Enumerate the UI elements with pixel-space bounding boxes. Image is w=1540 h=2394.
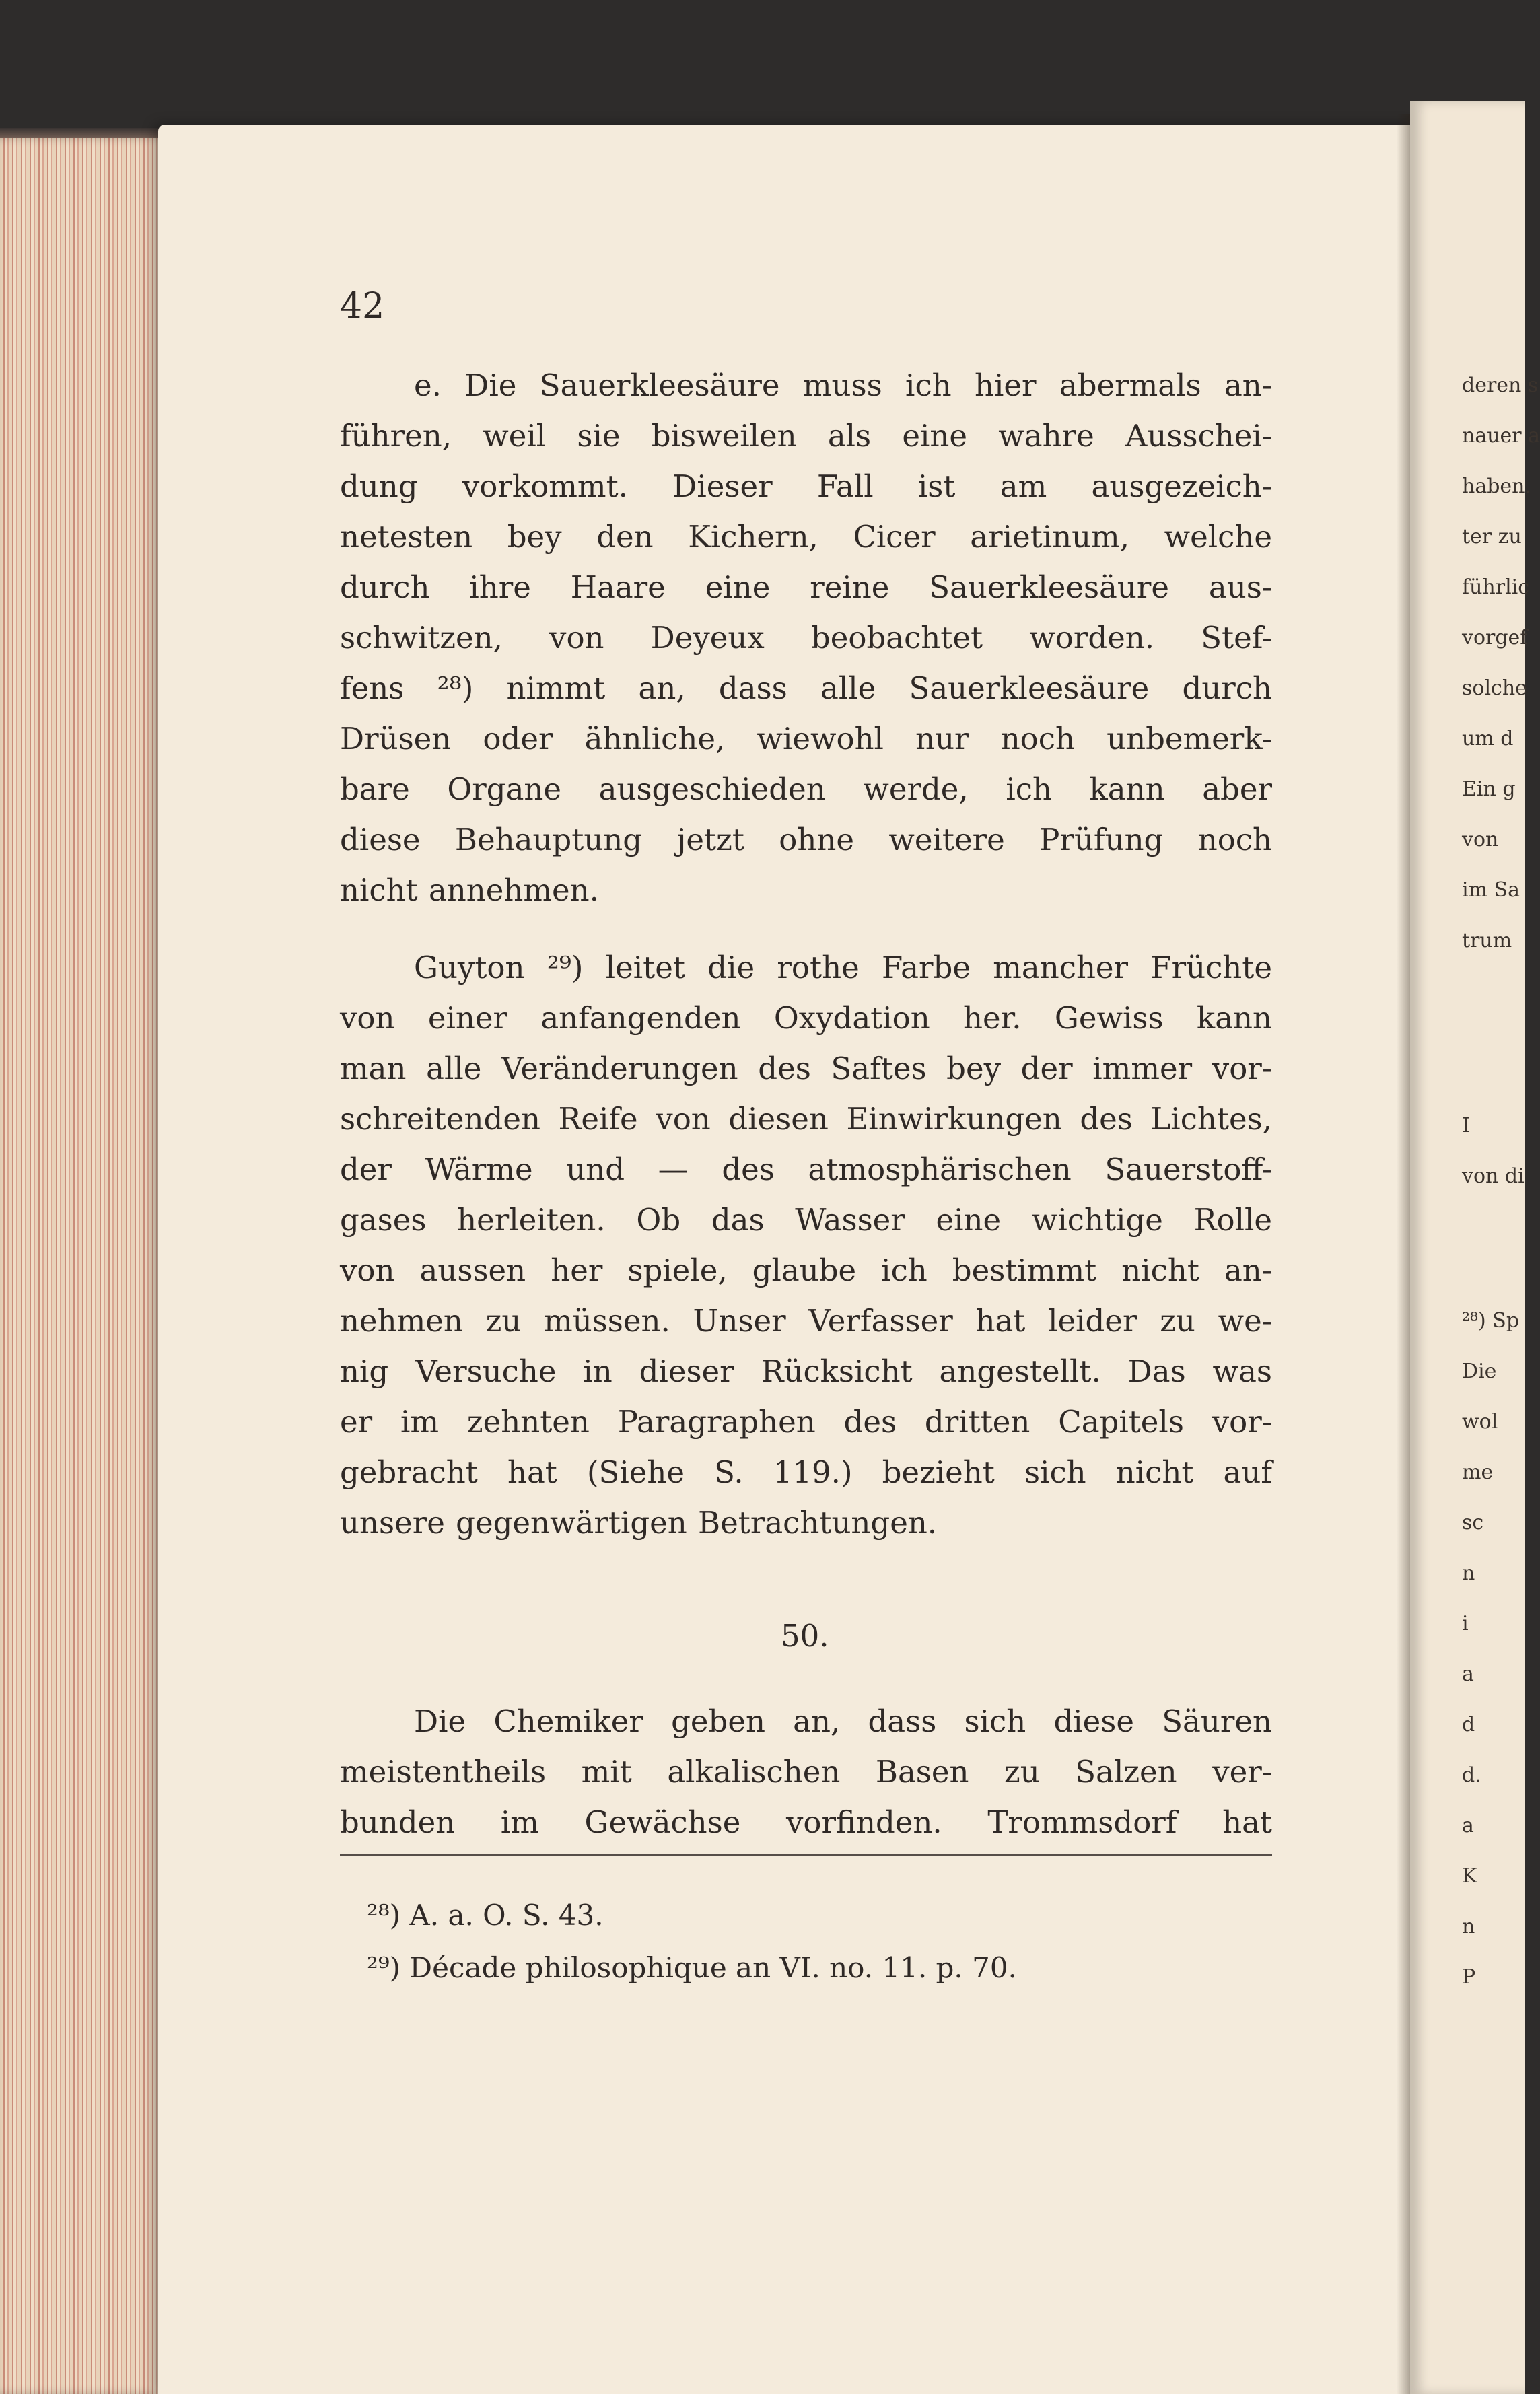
adjacent-page-fragment: me — [1462, 1460, 1494, 1484]
text-line: er im zehnten Paragraphen des dritten Capitels vor- — [340, 1404, 1272, 1440]
adjacent-page-fragment: Die — [1462, 1360, 1497, 1383]
adjacent-page-fragment: trum — [1462, 929, 1512, 952]
page-number: 42 — [340, 286, 385, 326]
adjacent-page-fragment: n — [1462, 1915, 1475, 1938]
page-stack — [0, 138, 168, 2394]
adjacent-page-fragment: wol — [1462, 1410, 1498, 1434]
text-line: Die Chemiker geben an, dass sich diese Säuren — [414, 1703, 1272, 1739]
text-line: schreitenden Reife von diesen Einwirkungen des Lichtes, — [340, 1101, 1272, 1137]
adjacent-page-fragment: nauer a — [1462, 424, 1540, 448]
adjacent-page-fragment: n — [1462, 1561, 1475, 1585]
text-line: man alle Veränderungen des Saftes bey der immer vor- — [340, 1051, 1272, 1086]
adjacent-page-fragment: sc — [1462, 1511, 1484, 1535]
footnote: ²⁸) A. a. O. S. 43. — [367, 1899, 604, 1932]
text-line: nehmen zu müssen. Unser Verfasser hat leider zu we- — [340, 1303, 1272, 1339]
adjacent-page-fragment: K — [1462, 1864, 1477, 1888]
adjacent-page-fragment: i — [1462, 1612, 1469, 1635]
adjacent-page-fragment: d. — [1462, 1763, 1481, 1787]
adjacent-page-fragment: ²⁸) Sp — [1462, 1309, 1520, 1333]
footnote-divider — [340, 1854, 1272, 1856]
adjacent-page-fragment: vorgef — [1462, 626, 1528, 649]
text-line: dung vorkommt. Dieser Fall ist am ausgezeich- — [340, 468, 1272, 504]
footnote: ²⁹) Décade philosophique an VI. no. 11. p. 70. — [367, 1951, 1017, 1984]
text-line: von einer anfangenden Oxydation her. Gewiss kann — [340, 1000, 1272, 1036]
text-line: diese Behauptung jetzt ohne weitere Prüfung noch — [340, 822, 1272, 857]
section-number: 50. — [781, 1618, 829, 1654]
adjacent-page-fragment: a — [1462, 1662, 1474, 1686]
text-line: von aussen her spiele, glaube ich bestimmt nicht an- — [340, 1253, 1272, 1288]
text-line: fens ²⁸) nimmt an, dass alle Sauerkleesäure durch — [340, 670, 1272, 706]
adjacent-page-fragment: ter zu — [1462, 525, 1522, 549]
adjacent-page-fragment: d — [1462, 1713, 1475, 1736]
adjacent-page-fragment: solche — [1462, 676, 1527, 700]
adjacent-page-fragment: I — [1462, 1114, 1470, 1137]
adjacent-page-fragment: von di — [1462, 1164, 1525, 1188]
text-line: unsere gegenwärtigen Betrachtungen. — [340, 1505, 938, 1541]
text-line: gebracht hat (Siehe S. 119.) bezieht sich nicht auf — [340, 1454, 1272, 1490]
text-line: nig Versuche in dieser Rücksicht angestellt. Das was — [340, 1353, 1272, 1389]
text-line: Guyton ²⁹) leitet die rothe Farbe mancher Früchte — [414, 950, 1272, 985]
text-line: e. Die Sauerkleesäure muss ich hier abermals an- — [414, 367, 1272, 403]
adjacent-page-fragment: um d — [1462, 727, 1514, 750]
text-line: durch ihre Haare eine reine Sauerkleesäure aus- — [340, 569, 1272, 605]
text-line: bunden im Gewächse vorfinden. Trommsdorf hat — [340, 1804, 1272, 1840]
text-line: meistentheils mit alkalischen Basen zu Salzen ver- — [340, 1754, 1272, 1790]
text-line: der Wärme und — des atmosphärischen Sauerstoff- — [340, 1152, 1272, 1187]
text-line: gases herleiten. Ob das Wasser eine wichtige Rolle — [340, 1202, 1272, 1238]
text-line: Drüsen oder ähnliche, wiewohl nur noch unbemerk- — [340, 721, 1272, 756]
adjacent-page-fragment: führlic — [1462, 575, 1530, 599]
text-line: führen, weil sie bisweilen als eine wahre Ausschei- — [340, 418, 1272, 454]
adjacent-page-fragment: deren s — [1462, 374, 1539, 397]
text-line: schwitzen, von Deyeux beobachtet worden. Stef- — [340, 620, 1272, 656]
text-line: netesten bey den Kichern, Cicer arietinum, welche — [340, 519, 1272, 555]
adjacent-page-fragment: von — [1462, 828, 1499, 851]
adjacent-page-fragment: P — [1462, 1965, 1476, 1989]
adjacent-page-fragment: a — [1462, 1814, 1474, 1837]
adjacent-page-fragment: haben. — [1462, 474, 1532, 498]
adjacent-page-fragment: im Sa — [1462, 878, 1520, 902]
text-line: nicht annehmen. — [340, 872, 599, 908]
adjacent-page-fragment: Ein g — [1462, 777, 1516, 801]
text-line: bare Organe ausgeschieden werde, ich kann aber — [340, 771, 1272, 807]
